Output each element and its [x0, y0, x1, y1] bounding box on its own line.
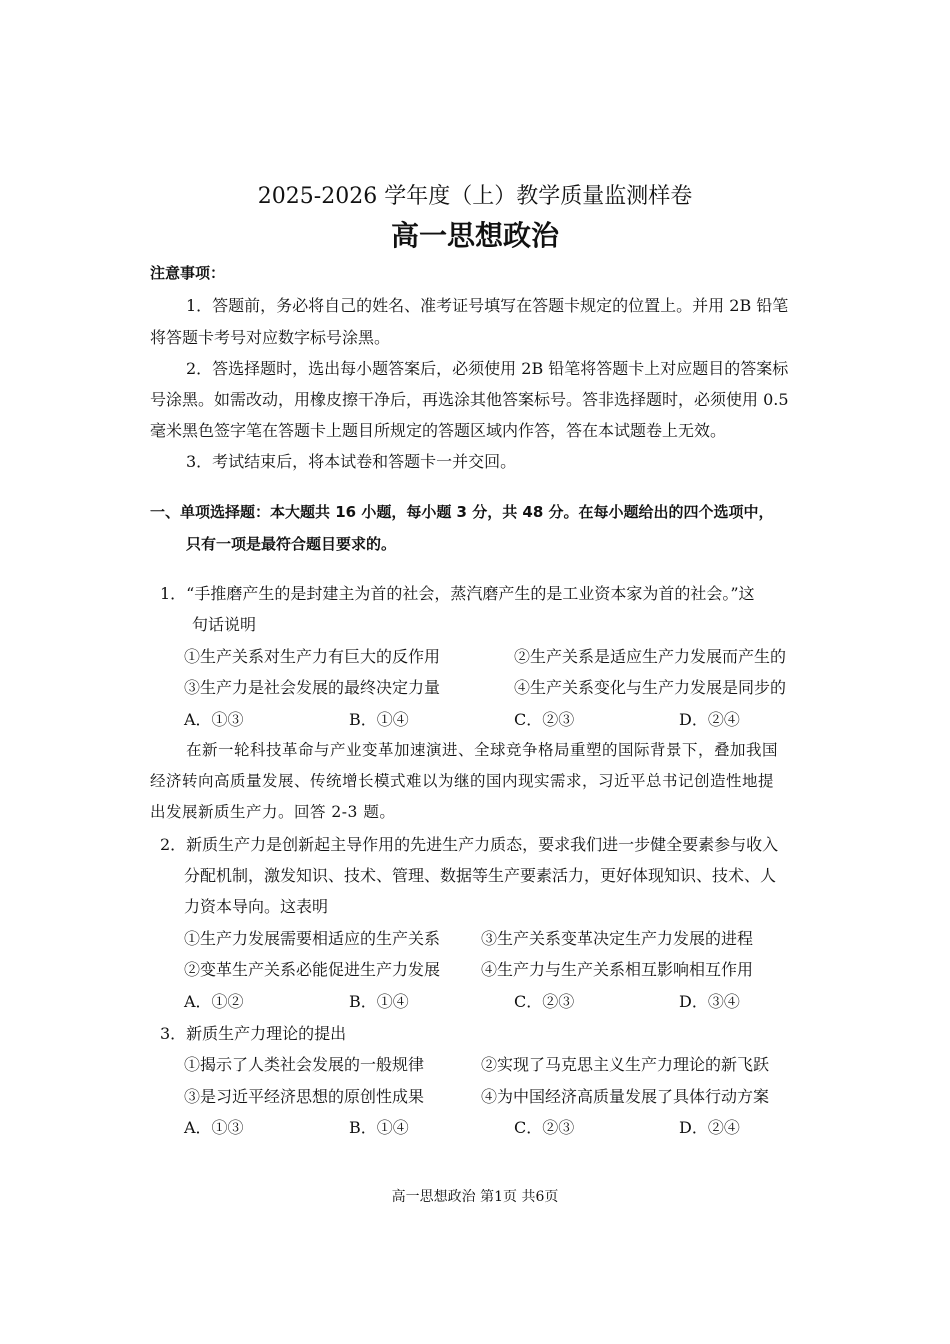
- q3-option: ②实现了马克思主义生产力理论的新飞跃: [481, 1055, 770, 1074]
- question-2-stem-cont: 分配机制，激发知识、技术、管理、数据等生产要素活力，更好体现知识、技术、人: [184, 866, 777, 885]
- q3-choice-d: D．②④: [679, 1118, 740, 1137]
- question-2-stem-cont: 力资本导向。这表明: [184, 897, 329, 916]
- q2-choice-c: C．②③: [514, 992, 575, 1011]
- q3-option: ④为中国经济高质量发展了具体行动方案: [481, 1087, 770, 1106]
- q2-choice-a: A．①②: [184, 992, 244, 1011]
- passage-line: 经济转向高质量发展、传统增长模式难以为继的国内现实需求，习近平总书记创造性地提: [150, 772, 775, 790]
- q3-choice-b: B．①④: [349, 1118, 409, 1137]
- q1-option: ①生产关系对生产力有巨大的反作用: [184, 647, 441, 666]
- exam-title: 2025-2026 学年度（上）教学质量监测样卷: [257, 184, 693, 209]
- section-heading-cont: 只有一项是最符合题目要求的。: [186, 535, 397, 553]
- q3-choice-c: C．②③: [514, 1118, 575, 1137]
- notice-line: 2．答选择题时，选出每小题答案后，必须使用 2B 铅笔将答题卡上对应题目的答案标: [186, 359, 789, 378]
- notice-line: 毫米黑色签字笔在答题卡上题目所规定的答题区域内作答，答在本试题卷上无效。: [150, 421, 727, 440]
- notice-heading: 注意事项：: [150, 264, 226, 282]
- q1-choice-d: D．②④: [679, 710, 740, 729]
- q2-choice-d: D．③④: [679, 992, 740, 1011]
- q2-option: ④生产力与生产关系相互影响相互作用: [481, 960, 754, 979]
- question-1-stem: 1．“手推磨产生的是封建主为首的社会，蒸汽磨产生的是工业资本家为首的社会。”这: [160, 584, 755, 603]
- question-3-stem: 3．新质生产力理论的提出: [160, 1024, 347, 1043]
- q1-choice-c: C．②③: [514, 710, 575, 729]
- notice-line: 1．答题前，务必将自己的姓名、准考证号填写在答题卡规定的位置上。并用 2B 铅笔: [186, 296, 789, 315]
- q1-option: ④生产关系变化与生产力发展是同步的: [514, 678, 787, 697]
- q1-option: ③生产力是社会发展的最终决定力量: [184, 678, 441, 697]
- passage-line: 在新一轮科技革命与产业变革加速演进、全球竞争格局重塑的国际背景下，叠加我国: [186, 741, 779, 759]
- q1-option: ②生产关系是适应生产力发展而产生的: [514, 647, 787, 666]
- q3-choice-a: A．①③: [184, 1118, 244, 1137]
- q2-choice-b: B．①④: [349, 992, 409, 1011]
- q3-option: ①揭示了人类社会发展的一般规律: [184, 1055, 425, 1074]
- q2-option: ③生产关系变革决定生产力发展的进程: [481, 929, 754, 948]
- q1-choice-b: B．①④: [349, 710, 409, 729]
- q1-choice-a: A．①③: [184, 710, 244, 729]
- q2-option: ①生产力发展需要相适应的生产关系: [184, 929, 441, 948]
- passage-line: 出发展新质生产力。回答 2-3 题。: [150, 803, 396, 821]
- question-2-stem: 2．新质生产力是创新起主导作用的先进生产力质态，要求我们进一步健全要素参与收入: [160, 835, 779, 854]
- section-heading: 一、单项选择题：本大题共 16 小题，每小题 3 分，共 48 分。在每小题给出的四个选项中，: [150, 503, 774, 521]
- q3-option: ③是习近平经济思想的原创性成果: [184, 1087, 425, 1106]
- question-1-stem-cont: 句话说明: [192, 615, 257, 634]
- page-footer: 高一思想政治 第1页 共6页: [391, 1189, 559, 1205]
- q2-option: ②变革生产关系必能促进生产力发展: [184, 960, 441, 979]
- subject-title: 高一思想政治: [390, 219, 559, 252]
- notice-line: 3．考试结束后，将本试卷和答题卡一并交回。: [186, 452, 517, 471]
- notice-line: 号涂黑。如需改动，用橡皮擦干净后，再选涂其他答案标号。答非选择题时，必须使用 0.5: [150, 390, 789, 409]
- notice-line: 将答题卡考号对应数字标号涂黑。: [150, 328, 391, 347]
